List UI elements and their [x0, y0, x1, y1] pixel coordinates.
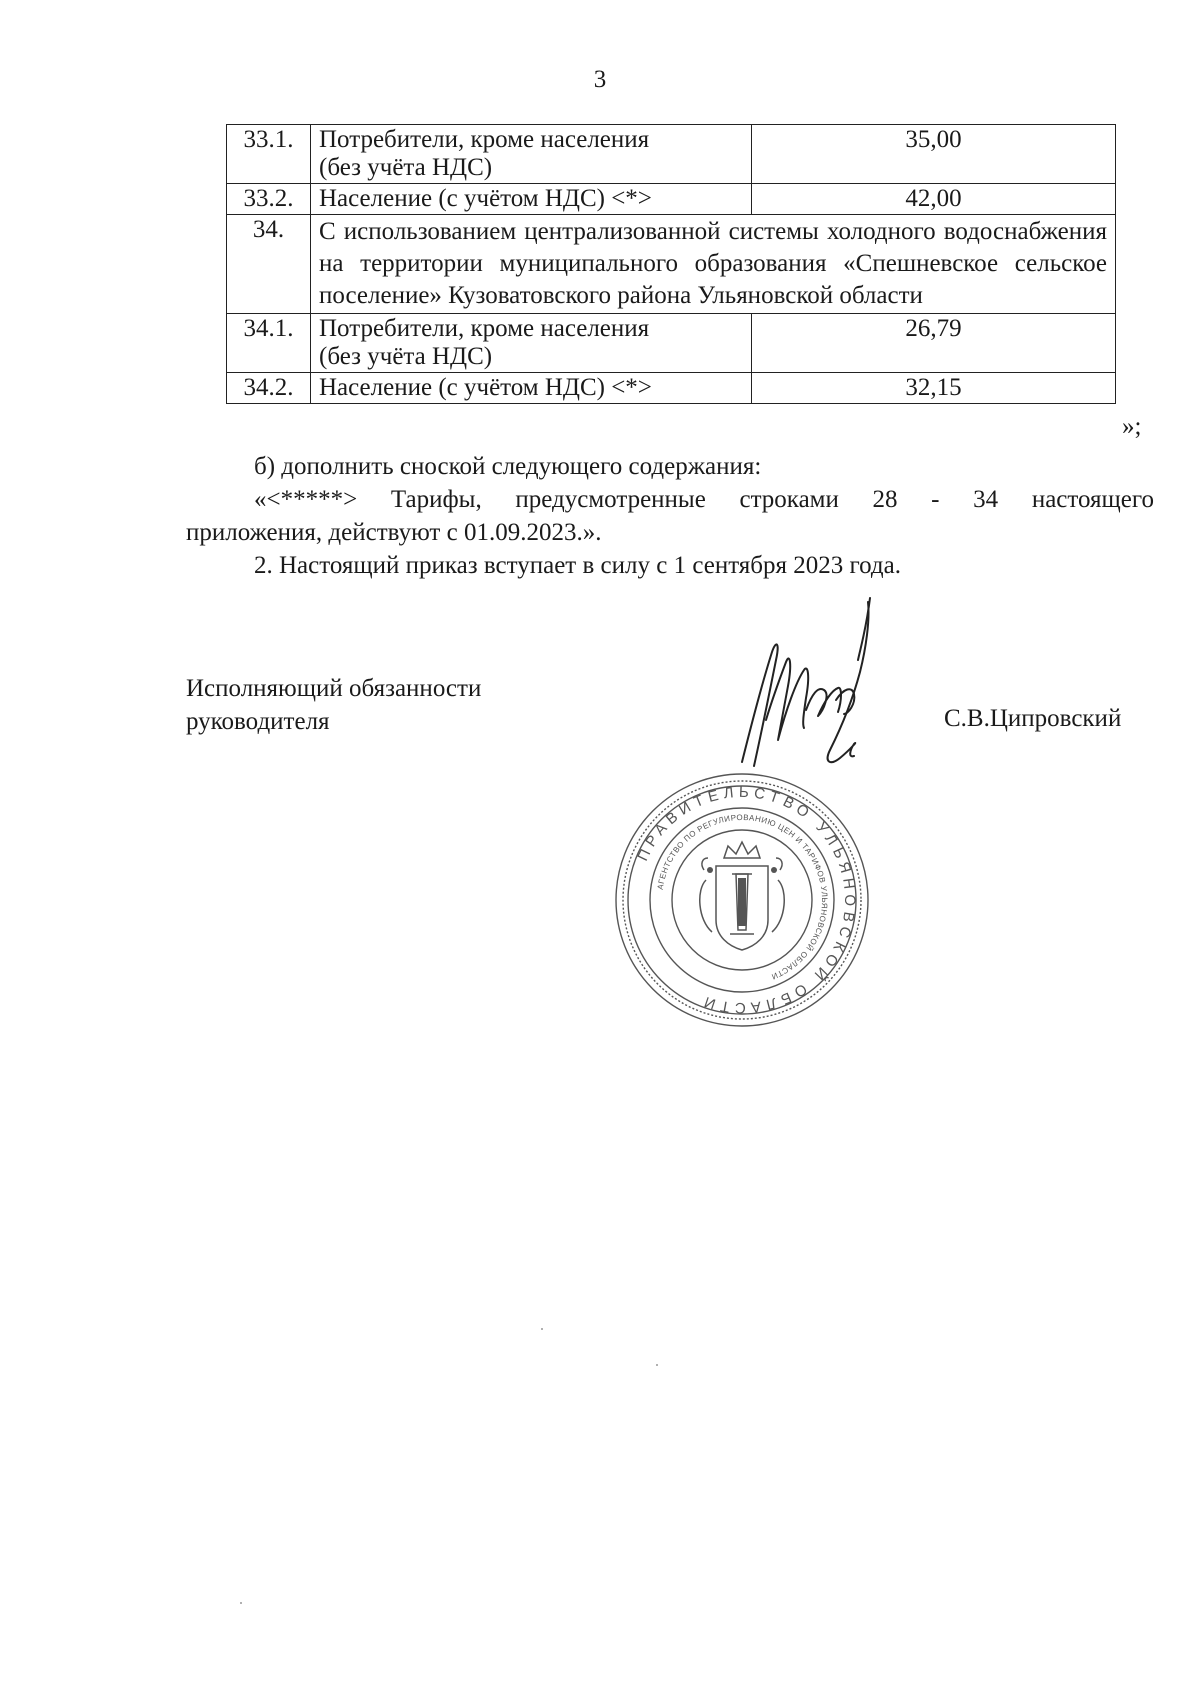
row-number: 34.1.	[227, 314, 311, 373]
closing-quote: »;	[1122, 413, 1142, 440]
row-tariff-value: 32,15	[752, 373, 1116, 404]
signatory-position-line: руководителя	[186, 708, 330, 735]
table-row	[227, 184, 1116, 215]
table-row	[227, 314, 1116, 373]
row-label-line: Потребители, кроме населения	[319, 315, 650, 342]
signatory-position-line: Исполняющий обязанности	[186, 675, 482, 702]
row-label	[311, 125, 752, 184]
signatory-name: С.В.Ципровский	[944, 705, 1122, 732]
row-label	[311, 373, 752, 404]
table-row	[227, 125, 1116, 184]
scan-speck	[541, 1328, 543, 1330]
official-seal-stamp	[612, 770, 872, 1030]
footnote-line-1: «<*****> Тарифы, предусмотренные строками 28 - 34 настоящего	[254, 486, 1154, 513]
row-label-line: (без учёта НДС)	[319, 154, 493, 181]
table-row	[227, 215, 1116, 314]
footnote-line-2: приложения, действуют с 01.09.2023.».	[186, 519, 602, 546]
scan-speck	[240, 1602, 242, 1604]
row-tariff-value: 35,00	[752, 125, 1116, 184]
row-label-line: Потребители, кроме населения	[319, 126, 650, 153]
row-label-line: Население (с учётом НДС) <*>	[319, 374, 652, 401]
row-label	[311, 184, 752, 215]
row-tariff-value: 42,00	[752, 184, 1116, 215]
item-b-text: б) дополнить сноской следующего содержания:	[254, 453, 762, 480]
row-label-line: (без учёта НДС)	[319, 343, 493, 370]
row-tariff-value: 26,79	[752, 314, 1116, 373]
row-number: 34.	[227, 215, 311, 314]
svg-text:АГЕНТСТВО ПО РЕГУЛИРОВАНИЮ ЦЕН: АГЕНТСТВО ПО РЕГУЛИРОВАНИЮ ЦЕН И ТАРИФОВ УЛЬЯНОВСКОЙ ОБЛАСТИ	[655, 812, 830, 982]
svg-text:ПРАВИТЕЛЬСТВО УЛЬЯНОВСКОЙ ОБЛА: ПРАВИТЕЛЬСТВО УЛЬЯНОВСКОЙ ОБЛАСТИ	[634, 783, 859, 1017]
row-number: 33.1.	[227, 125, 311, 184]
tariff-table	[226, 124, 1116, 404]
page-number: 3	[593, 66, 607, 93]
scan-speck	[656, 1364, 658, 1366]
row-description: С использованием централизованной системы холодного водоснабжения на территории муниципального образования «Спешневское сельское поселение» Кузоватовского района Ульяновской области	[311, 215, 1116, 314]
signatory-position	[186, 672, 481, 738]
handwritten-signature	[720, 590, 970, 790]
table-row	[227, 373, 1116, 404]
row-number: 33.2.	[227, 184, 311, 215]
row-number: 34.2.	[227, 373, 311, 404]
item-2-text: 2. Настоящий приказ вступает в силу с 1 сентября 2023 года.	[254, 552, 901, 579]
row-label-line: Население (с учётом НДС) <*>	[319, 185, 652, 212]
row-label	[311, 314, 752, 373]
